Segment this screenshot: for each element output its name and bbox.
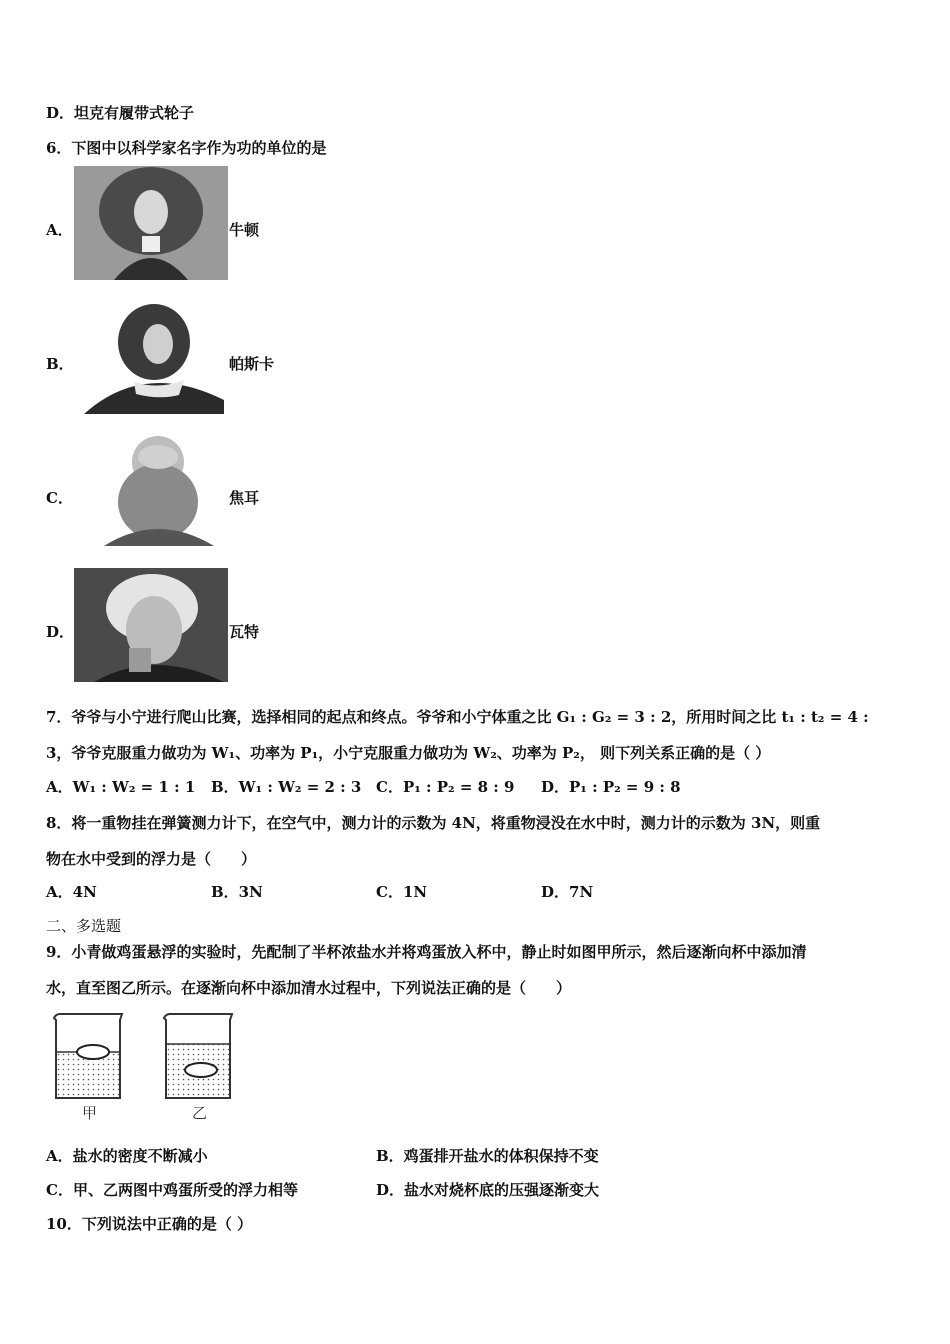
q8-option-c: C．1N: [376, 883, 428, 901]
q9-option-b: B．鸡蛋排开盐水的体积保持不变: [376, 1147, 599, 1165]
q10-stem: 10．下列说法中正确的是（ ）: [46, 1215, 253, 1233]
portrait-joule: [74, 432, 228, 546]
q8-stem-line1: 8．将一重物挂在弹簧测力计下，在空气中，测力计的示数为 4N，将重物浸没在水中时，测力计的示数为 3N，则重: [46, 814, 821, 832]
section-heading-multiple-choice: 二、多选题: [46, 917, 122, 935]
q8-stem-line2: 物在水中受到的浮力是（ ）: [46, 850, 257, 868]
q7-option-b: B．W₁ : W₂ = 2 : 3: [211, 778, 362, 796]
q7-stem-line1: 7．爷爷与小宁进行爬山比赛，选择相同的起点和终点。爷爷和小宁体重之比 G₁ : G₂ = 3 : 2，所用时间之比 t₁ : t₂ = 4 :: [46, 708, 869, 726]
q6-option-b-name: 帕斯卡: [229, 355, 275, 373]
label-jia: 甲: [82, 1104, 98, 1122]
beaker-jia: [54, 1014, 122, 1098]
egg-yi: [185, 1063, 217, 1077]
q7-option-d: D．P₁ : P₂ = 9 : 8: [541, 778, 681, 796]
portrait-watt: [74, 568, 228, 682]
q8-option-b: B．3N: [211, 883, 263, 901]
q9-stem-line1: 9．小青做鸡蛋悬浮的实验时，先配制了半杯浓盐水并将鸡蛋放入杯中，静止时如图甲所示，然后逐渐向杯中添加清: [46, 943, 807, 961]
q9-option-d: D．盐水对烧杯底的压强逐渐变大: [376, 1181, 600, 1199]
q9-stem-line2: 水，直至图乙所示。在逐渐向杯中添加清水过程中，下列说法正确的是（ ）: [46, 979, 572, 997]
q7-option-c: C．P₁ : P₂ = 8 : 9: [376, 778, 515, 796]
portrait-newton: [74, 166, 228, 280]
q9-option-a: A．盐水的密度不断减小: [46, 1147, 208, 1165]
q7-option-a: A．W₁ : W₂ = 1 : 1: [46, 778, 196, 796]
q5-option-d: D．坦克有履带式轮子: [46, 104, 195, 122]
q6-option-d-letter: D．: [46, 623, 75, 641]
q6-option-d-name: 瓦特: [229, 623, 260, 641]
label-yi: 乙: [192, 1104, 208, 1122]
q9-option-c: C．甲、乙两图中鸡蛋所受的浮力相等: [46, 1181, 298, 1199]
q6-option-a-name: 牛顿: [229, 221, 260, 239]
q9-beaker-figure: [46, 1012, 256, 1132]
q6-option-a-letter: A．: [46, 221, 73, 239]
q7-stem-line2: 3，爷爷克服重力做功为 W₁、功率为 P₁，小宁克服重力做功为 W₂、功率为 P₂， 则下列关系正确的是（ ）: [46, 744, 771, 762]
q6-stem: 6．下图中以科学家名字作为功的单位的是: [46, 139, 327, 157]
beaker-yi: [164, 1014, 232, 1098]
egg-jia: [77, 1045, 109, 1059]
q6-option-c-name: 焦耳: [229, 489, 260, 507]
q6-option-c-letter: C．: [46, 489, 73, 507]
q6-option-b-letter: B．: [46, 355, 74, 373]
q8-option-a: A．4N: [46, 883, 97, 901]
portrait-pascal: [74, 300, 228, 414]
q8-option-d: D．7N: [541, 883, 594, 901]
